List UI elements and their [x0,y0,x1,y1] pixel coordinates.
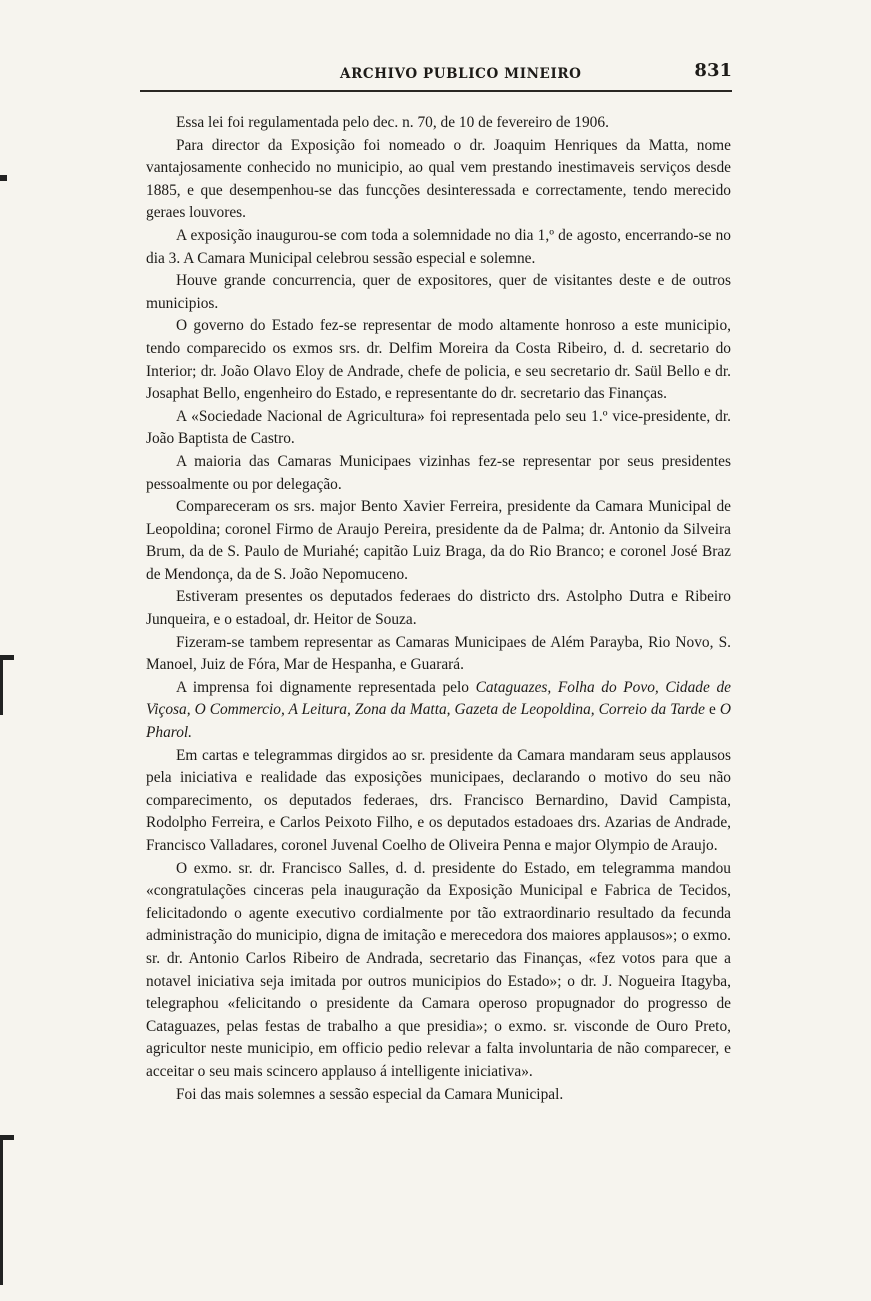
paragraph [146,677,731,745]
body-text [146,112,731,1106]
paragraph-text: Estiveram presentes os deputados federaes do districto drs. Astolpho Dutra e Ribeiro Junqueira, e o estadoal, dr. Heitor de Souza. [146,588,731,629]
paragraph-text: A «Sociedade Nacional de Agricultura» foi representada pelo seu 1.º vice-presidente, dr. João Baptista de Castro. [146,407,731,448]
paragraph [146,858,731,1084]
paragraph [146,745,731,858]
page-header [140,60,732,86]
paragraph-text: O exmo. sr. dr. Francisco Salles, d. d. presidente do Estado, em telegramma mandou «congratulações cinceras pela inauguração da Exposição Municipal e Fabrica de Tecidos, felicitadondo o agente executivo cordialmente por tão extraordinario resultado da fecunda administração do municipio, digna de imitação e merecedora dos maiores applausos»; o exmo. sr. dr. Antonio Carlos Ribeiro de Andrada, secretario das Finanças, «fez votos para que a notavel iniciativa seja imitada por outros municipios do Estado»; o dr. J. Nogueira Itagyba, telegraphou «felicitando o presidente da Camara operoso propugnador do progresso de Cataguazes, pelas festas de trabalho a que presidia»; o exmo. sr. visconde de Ouro Preto, agricultor neste municipio, em officio pedio relevar a falta involuntaria de não comparecer, e acceitar o seu mais scincero applauso á intelligente iniciativa». [146,859,731,1080]
italic-text: Cataguazes, Folha do Povo, Cidade de Viçosa, O Commercio, A Leitura, Zona da Matta, Gazeta de Leopoldina, Correio da Tarde [146,678,731,719]
paragraph-text: A maioria das Camaras Municipaes vizinhas fez-se representar por seus presidentes pessoalmente ou por delegação. [146,452,731,493]
paragraph [146,270,731,315]
paragraph-text: Essa lei foi regulamentada pelo dec. n. 70, de 10 de fevereiro de 1906. [176,114,609,131]
paragraph-text: Fizeram-se tambem representar as Camaras Municipaes de Além Parayba, Rio Novo, S. Manoel, Juiz de Fóra, Mar de Hespanha, e Guarará. [146,633,731,674]
paragraph [146,315,731,405]
paragraph [146,586,731,631]
paragraph [146,632,731,677]
paragraph-text: O governo do Estado fez-se representar de modo altamente honroso a este municipio, tendo comparecido os exmos srs. dr. Delfim Moreira da Costa Ribeiro, d. d. secretario do Interior; dr. João Olavo Eloy de Andrade, chefe de policia, e seu secretario dr. Saül Bello e dr. Josaphat Bello, engenheiro do Estado, e representante do dr. secretario das Finanças. [146,317,731,403]
paragraph-text: Houve grande concurrencia, quer de expositores, quer de visitantes deste e de outros municipios. [146,272,731,312]
paragraph-text: Foi das mais solemnes a sessão especial da Camara Municipal. [176,1085,564,1103]
paragraph [146,112,731,135]
paragraph [146,496,731,586]
paragraph [146,406,731,451]
paragraph-text: Compareceram os srs. major Bento Xavier Ferreira, presidente da Camara Municipal de Leopoldina; coronel Firmo de Araujo Pereira, presidente da de Palma; dr. Antonio da Silveira Brum, da de S. Paulo de Muriahé; capitão Luiz Braga, da do Rio Branco; e coronel José Braz de Mendonça, da de S. João Nepomuceno. [146,498,731,583]
paragraph-text: Em cartas e telegrammas dirgidos ao sr. presidente da Camara mandaram seus applausos pela iniciativa e realidade das exposições municipaes, declarando o motivo do seu não comparecimento, os deputados federaes, drs. Francisco Bernardino, David Campista, Rodolpho Ferreira, e Carlos Peixoto Filho, e os deputados estadoaes drs. Azarias de Andrade, Francisco Valladares, coronel Juvenal Coelho de Oliveira Penna e major Olympio de Araujo. [146,746,731,854]
scan-edge-mark [0,175,7,181]
paragraph [146,135,731,225]
italic-text: O Pharol. [146,701,731,742]
page-number: 831 [694,60,732,81]
paragraph [146,451,731,496]
scan-edge-mark [0,655,3,715]
paragraph-text: e [705,701,720,719]
scan-edge-mark [0,1135,3,1285]
paragraph-text: A imprensa foi dignamente representada pelo [176,678,476,696]
running-head: ARCHIVO PUBLICO MINEIRO [340,66,582,82]
paragraph [146,1084,731,1107]
paragraph-text: Para director da Exposição foi nomeado o dr. Joaquim Henriques da Matta, nome vantajosamente conhecido no municipio, ao qual vem prestando inestimaveis serviços desde 1885, e que desempenhou-se das funcções desinteressada e correctamente, tendo merecido geraes louvores. [146,136,731,222]
paragraph [146,225,731,270]
header-rule [140,90,732,92]
paragraph-text: A exposição inaugurou-se com toda a solemnidade no dia 1,º de agosto, encerrando-se no dia 3. A Camara Municipal celebrou sessão especial e solemne. [146,226,731,267]
